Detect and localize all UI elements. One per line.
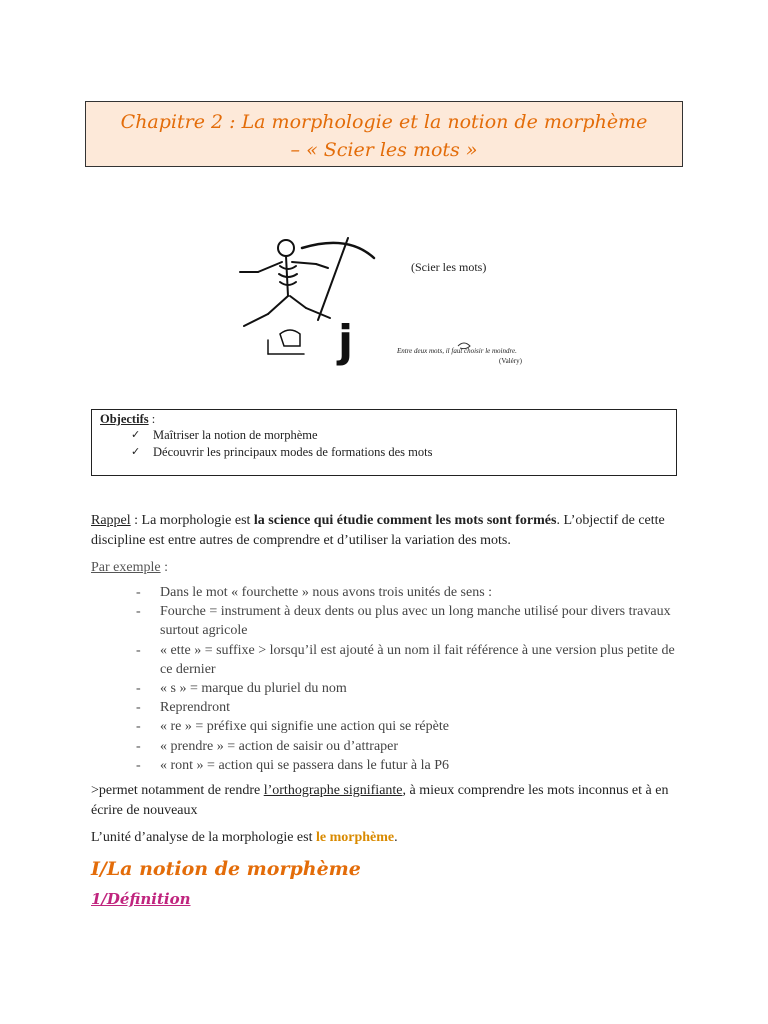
unit-text-1: L’unité d’analyse de la morphologie est	[91, 830, 316, 845]
list-item	[136, 717, 681, 736]
rappel-paragraph	[91, 511, 681, 550]
list-item	[136, 602, 681, 640]
rappel-text-2: . L’objectif de cette discipline est entre autres de comprendre et d’utiliser la variation des mots.	[91, 513, 665, 548]
figure-caption: (Scier les mots)	[411, 260, 487, 274]
figure-quote: Entre deux mots, il faut choisir le moindre.	[397, 347, 517, 355]
list-item-text: « s » = marque du pluriel du nom	[160, 681, 347, 697]
list-item-text: « prendre » = action de saisir ou d’attraper	[160, 738, 399, 754]
list-item	[136, 641, 681, 679]
dash-bullet: -	[136, 585, 141, 600]
example-colon: :	[160, 560, 168, 575]
list-item-text: Reprendront	[160, 700, 230, 716]
unit-paragraph	[91, 828, 681, 848]
section-heading: I/La notion de morphème	[91, 858, 361, 880]
dash-bullet: -	[136, 681, 141, 697]
dash-bullet: -	[136, 719, 141, 735]
objective-text: Maîtriser la notion de morphème	[153, 428, 318, 442]
chapter-title-line-1: Chapitre 2 : La morphologie et la notion de morphème	[120, 111, 648, 133]
note-text-2: , à mieux comprendre les mots inconnus et à en écrire de nouveaux	[91, 783, 669, 818]
objective-item	[100, 427, 668, 444]
dash-bullet: -	[136, 700, 141, 716]
unit-highlight: le morphème	[315, 830, 395, 845]
chapter-title-box	[85, 101, 683, 167]
objectives-colon: :	[148, 412, 156, 426]
list-item-text: « ette » = suffixe > lorsqu’il est ajouté à un nom il fait référence à une version plus petite de ce dernier	[160, 642, 675, 677]
objectives-heading	[100, 412, 668, 427]
objective-text: Découvrir les principaux modes de formations des mots	[153, 444, 433, 459]
figure-letter: j	[338, 316, 354, 367]
note-underlined: l’orthographe signifiante	[263, 783, 403, 798]
example-label: Par exemple	[91, 560, 161, 575]
list-item-text: « re » = préfixe qui signifie une action qui se répète	[160, 719, 449, 735]
objectives-box	[91, 409, 677, 476]
rappel-label: Rappel	[91, 513, 131, 528]
list-item-text: Fourche = instrument à deux dents ou plus avec un long manche utilisé pour divers travaux surtout agricole	[160, 604, 671, 639]
note-text-1: >permet notamment de rendre	[91, 783, 264, 798]
example-heading	[91, 558, 681, 578]
list-item	[136, 737, 681, 756]
checkmark-icon: ✓	[131, 428, 141, 441]
objective-item	[100, 444, 668, 461]
dash-bullet: -	[136, 738, 141, 754]
rappel-bold: la science qui étudie comment les mots sont formés	[253, 513, 557, 528]
example-list	[136, 583, 681, 775]
dash-bullet: -	[136, 642, 141, 658]
dash-bullet: -	[136, 757, 141, 773]
figure-author: (Valéry)	[499, 357, 522, 365]
list-item	[136, 698, 681, 717]
dash-bullet: -	[136, 604, 141, 620]
list-item	[136, 679, 681, 698]
list-item-text: Dans le mot « fourchette » nous avons trois unités de sens :	[160, 585, 493, 600]
list-item	[136, 583, 681, 602]
subsection-heading: 1/Définition	[91, 890, 191, 908]
chapter-title-line-2: – « Scier les mots »	[290, 139, 478, 161]
checkmark-icon: ✓	[131, 444, 141, 458]
list-item-text: « ront » = action qui se passera dans le futur à la P6	[160, 757, 449, 773]
rappel-text-1: : La morphologie est	[130, 513, 254, 528]
list-item	[136, 756, 681, 775]
unit-text-2: .	[394, 830, 398, 845]
objectives-title: Objectifs	[100, 412, 149, 426]
note-paragraph	[91, 781, 681, 820]
